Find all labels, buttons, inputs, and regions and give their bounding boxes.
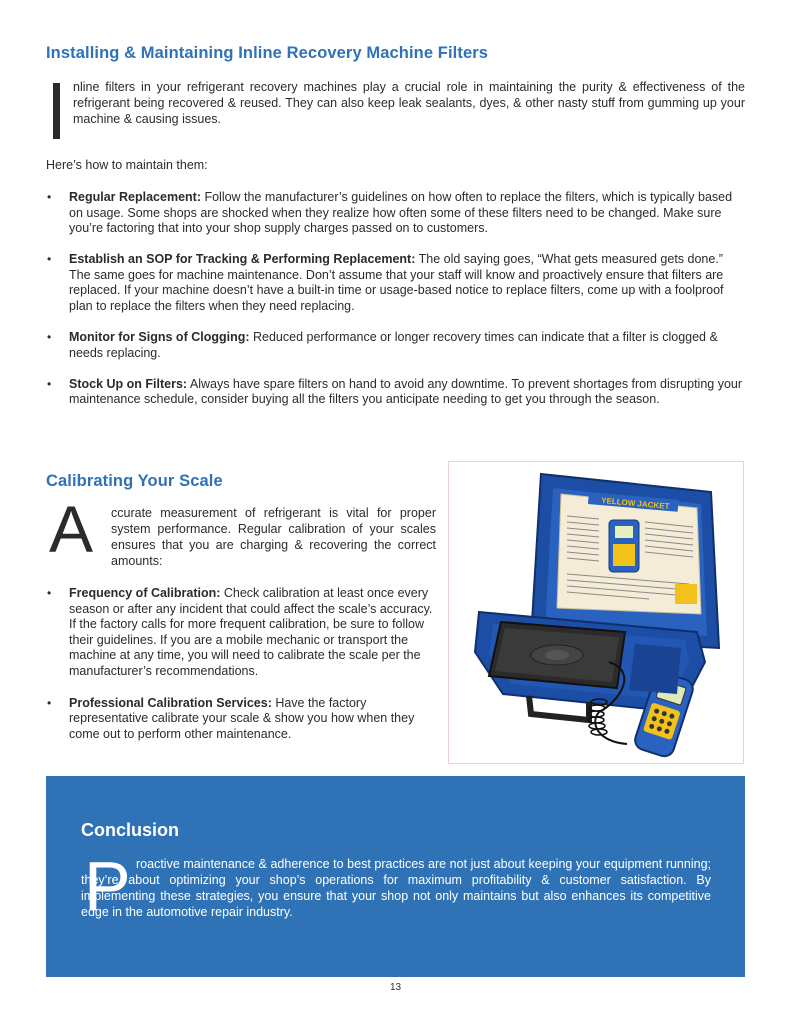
intro-paragraph-filters bbox=[48, 79, 745, 127]
bullet-icon: • bbox=[47, 695, 52, 710]
section-title-filters: Installing & Maintaining Inline Recovery Machine Filters bbox=[46, 44, 489, 62]
item-bold: Regular Replacement: bbox=[69, 190, 201, 204]
item-text: Check calibration at least once every season or after any incident that could affect the scale’s accuracy. If the factory calls for more frequent calibration, be sure to follow their guidelines. If you are a mobile mechanic or transport the machine at any time, you will need to calibrate the scale per the manufacturer’s recommendations. bbox=[69, 586, 433, 678]
dropcap-p: P bbox=[84, 847, 131, 925]
item-bold: Frequency of Calibration: bbox=[69, 586, 221, 600]
item-text: Reduced performance or longer recovery times can indicate that a filter is clogged & needs replacing. bbox=[69, 330, 718, 360]
dropcap-a: A bbox=[49, 492, 94, 566]
conclusion-text: roactive maintenance & adherence to best practices are not just about keeping your equipment running; they’re about optimizing your shop’s operations for maximum profitability & customer satisfaction. By implementing these strategies, you ensure that your shop not only maintains but also enhances its competitive edge in the automotive repair industry. bbox=[81, 857, 711, 919]
item-text: The old saying goes, “What gets measured gets done.” The same goes for machine maintenance. Don’t assume that your staff will know and proactively ensure that filters are replaced. If your machine doesn’t have a built-in time or usage-based notice to replace filters, come up with a foolproof plan to replace the filters when they need replacing. bbox=[69, 252, 724, 314]
conclusion-box bbox=[46, 776, 745, 977]
conclusion-title: Conclusion bbox=[81, 820, 179, 840]
list-item bbox=[46, 190, 746, 237]
filter-tips-list bbox=[46, 190, 746, 424]
page-number: 13 bbox=[389, 982, 402, 993]
item-bold: Monitor for Signs of Clogging: bbox=[69, 330, 250, 345]
bullet-icon: • bbox=[47, 586, 52, 600]
bullet-icon: • bbox=[47, 376, 52, 391]
item-bold: Stock Up on Filters: bbox=[69, 376, 188, 391]
item-text: Follow the manufacturer’s guidelines on how often to replace the filters, which is typically based on usage. Some shops are shocked when they realize how often some of these filters need to be changed. Make sure you’re factoring that into your shop supply charges passed on to customers. bbox=[69, 190, 733, 236]
list-item bbox=[46, 330, 746, 361]
list-item bbox=[46, 377, 746, 408]
intro-text: ccurate measurement of refrigerant is vital for proper system performance. Regular calibration of your scales ensures that you are charging & recovering the correct amounts: bbox=[111, 506, 436, 568]
refrigerant-scale-illustration bbox=[449, 462, 744, 764]
item-text: Always have spare filters on hand to avoid any downtime. To prevent shortages from disrupting your maintenance schedule, consider buying all the filters you anticipate needing to get you through the season. bbox=[69, 376, 743, 407]
intro-paragraph-scale bbox=[46, 492, 436, 569]
dropcap-i bbox=[53, 83, 60, 139]
bullet-icon: • bbox=[47, 190, 52, 204]
list-item bbox=[46, 252, 746, 314]
item-bold: Establish an SOP for Tracking & Performing Replacement: bbox=[69, 252, 416, 267]
list-item bbox=[46, 696, 441, 743]
scale-product-image bbox=[448, 461, 744, 764]
list-item bbox=[46, 586, 441, 680]
brand-label: YELLOW JACKET bbox=[600, 496, 670, 511]
calibration-tips-list bbox=[46, 586, 441, 758]
item-bold: Professional Calibration Services: bbox=[69, 695, 272, 710]
item-text: Have the factory representative calibrate your scale & show you how when they come out to perform other maintenance. bbox=[69, 695, 415, 741]
lead-text: Here’s how to maintain them: bbox=[46, 158, 208, 172]
intro-text: nline filters in your refrigerant recovery machines play a crucial role in maintaining the purity & effectiveness of the refrigerant being recovered & reused. They can also keep leak sealants, dyes, & other nasty stuff from gumming up your machine & causing issues. bbox=[73, 80, 745, 126]
bullet-icon: • bbox=[47, 252, 52, 267]
section-title-scale: Calibrating Your Scale bbox=[46, 472, 223, 490]
bullet-icon: • bbox=[47, 330, 52, 345]
